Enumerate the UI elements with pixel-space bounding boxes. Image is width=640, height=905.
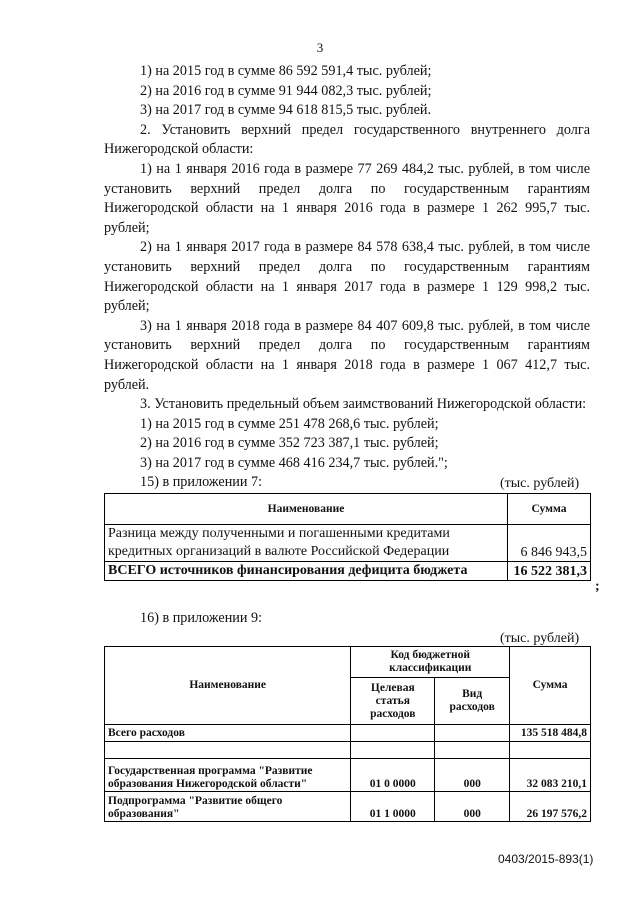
table-row — [105, 792, 591, 822]
table1-unit: (тыс. рублей) — [500, 476, 580, 491]
row-target: 01 0 0000 — [351, 759, 435, 792]
header-sum: Сумма — [510, 647, 591, 725]
row-sum: 26 197 576,2 — [510, 792, 591, 822]
row-target — [351, 742, 435, 759]
table-row-total — [105, 562, 591, 581]
document-code: 0403/2015-893(1) — [498, 852, 594, 866]
row-name: Государственная программа "Развитие образования Нижегородской области" — [105, 759, 351, 792]
row-sum: 32 083 210,1 — [510, 759, 591, 792]
table-row — [105, 725, 591, 742]
paragraph: 3. Установить предельный объем заимствований Нижегородской области: — [140, 396, 587, 413]
row-sum — [510, 742, 591, 759]
header-name: Наименование — [105, 494, 508, 525]
header-code-group: Код бюджетной классификации — [351, 647, 510, 678]
table-row — [105, 742, 591, 759]
table1-trailing-semicolon: ; — [595, 579, 600, 594]
paragraph: 3) на 1 января 2018 года в размере 84 407 609,8 тыс. рублей, в том числе установить верхний предел долга по государственным гарантиям Нижегородской области на 1 января 2018 года в размере 1 067 412,7 тыс. рублей. — [104, 317, 590, 393]
row-name: Всего расходов — [105, 725, 351, 742]
section-16-heading: 16) в приложении 9: — [140, 610, 263, 626]
row-type: 000 — [435, 759, 510, 792]
row-type: 000 — [435, 792, 510, 822]
paragraph: 2) на 2016 год в сумме 91 944 082,3 тыс. рублей; — [140, 82, 432, 99]
paragraph: 3) на 2017 год в сумме 468 416 234,7 тыс. рублей."; — [140, 454, 448, 471]
table-row — [105, 759, 591, 792]
row-type — [435, 742, 510, 759]
page-number: 3 — [316, 40, 324, 55]
paragraph: 2) на 1 января 2017 года в размере 84 578 638,4 тыс. рублей, в том числе установить верхний предел долга по государственным гарантиям Нижегородской области на 1 января 2017 года в размере 1 129 998,2 тыс. рублей; — [104, 239, 590, 315]
header-type: Вид расходов — [435, 678, 510, 725]
paragraph: 3) на 2017 год в сумме 94 618 815,5 тыс. рублей. — [140, 102, 432, 119]
row-sum: 6 846 943,5 — [508, 525, 591, 562]
sources-table — [104, 493, 591, 581]
paragraph: 2. Установить верхний предел государственного внутреннего долга Нижегородской области: — [104, 121, 590, 158]
row-type — [435, 725, 510, 742]
paragraph: 2) на 2016 год в сумме 352 723 387,1 тыс. рублей; — [140, 435, 439, 452]
row-target — [351, 725, 435, 742]
row-target: 01 1 0000 — [351, 792, 435, 822]
paragraph: 1) на 1 января 2016 года в размере 77 269 484,2 тыс. рублей, в том числе установить верхний предел долга по государственным гарантиям Нижегородской области на 1 января 2016 года в размере 1 262 995,7 тыс. рублей; — [104, 160, 590, 236]
row-sum: 135 518 484,8 — [510, 725, 591, 742]
table-header-row — [105, 647, 591, 678]
row-name: Подпрограмма "Развитие общего образования" — [105, 792, 351, 822]
header-name: Наименование — [105, 647, 351, 725]
row-name: ВСЕГО источников финансирования дефицита бюджета — [105, 562, 508, 581]
row-sum: 16 522 381,3 — [508, 562, 591, 581]
header-target: Целевая статья расходов — [351, 678, 435, 725]
row-name: Разница между полученными и погашенными кредитами кредитных организаций в валюте Российской Федерации — [105, 525, 508, 562]
row-name — [105, 742, 351, 759]
table2-unit: (тыс. рублей) — [500, 631, 580, 646]
header-sum: Сумма — [508, 494, 591, 525]
paragraph: 1) на 2015 год в сумме 86 592 591,4 тыс. рублей; — [140, 63, 432, 79]
document-body — [104, 62, 590, 493]
paragraph: 1) на 2015 год в сумме 251 478 268,6 тыс. рублей; — [140, 415, 439, 432]
expenses-table — [104, 646, 591, 822]
table-row — [105, 525, 591, 562]
paragraph: 15) в приложении 7: — [140, 474, 263, 491]
table-header-row — [105, 494, 591, 525]
